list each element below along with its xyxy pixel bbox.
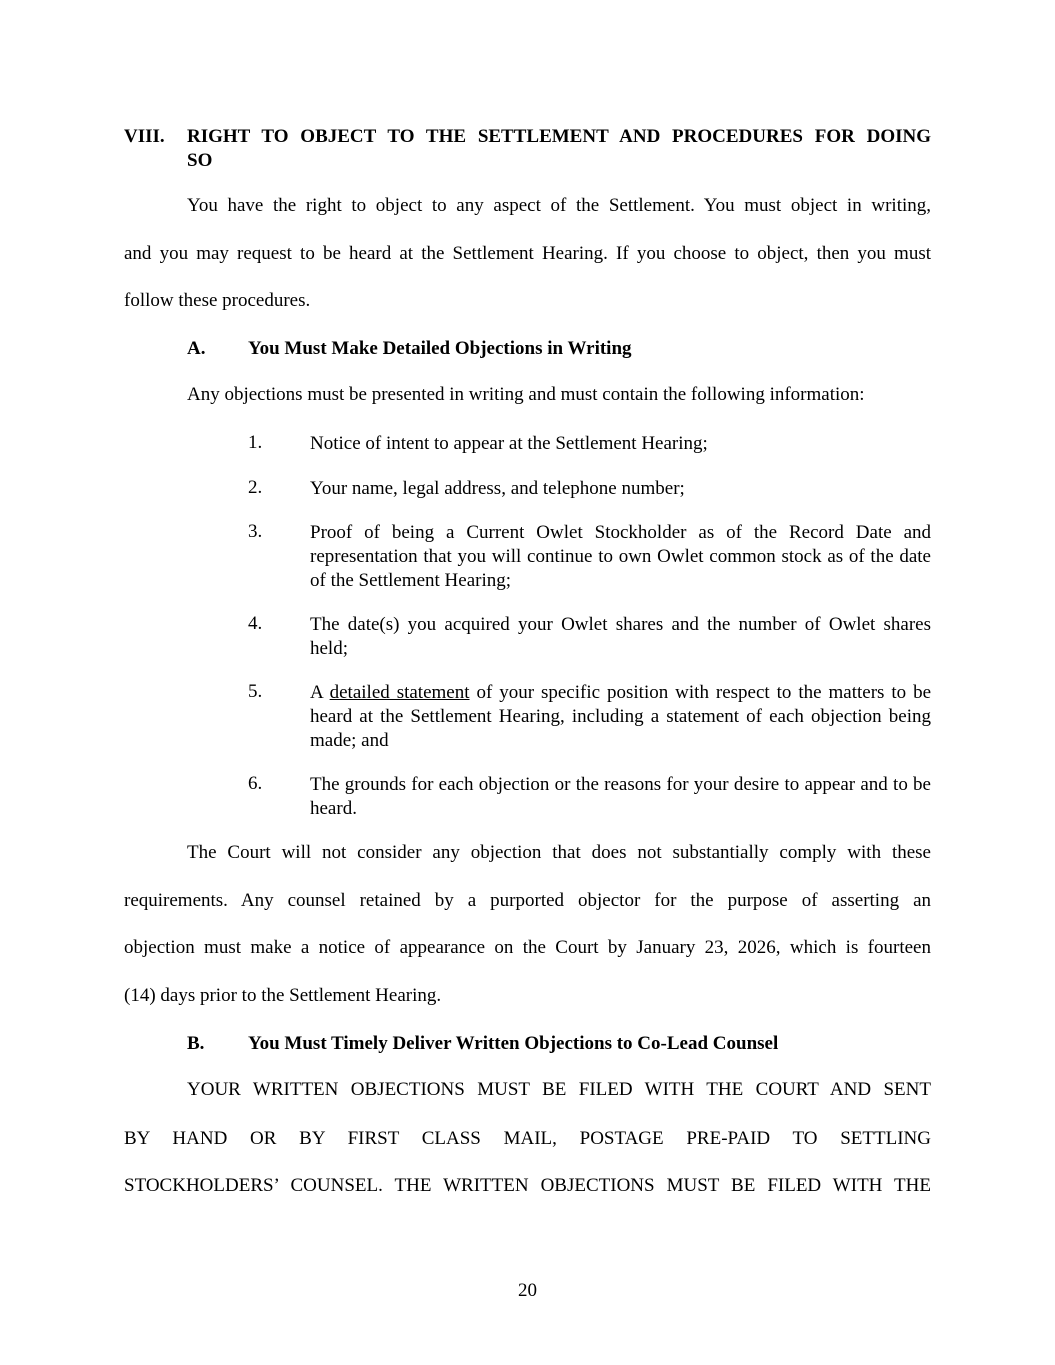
list-item-3-text: Proof of being a Current Owlet Stockholder as of the Record Date and representation that you will continue to own Owlet common stock as of the date of the Settlement Hearing; xyxy=(310,522,931,591)
list-item-5-number: 5. xyxy=(248,681,263,702)
subsection-b-title: You Must Timely Deliver Written Objections to Co-Lead Counsel xyxy=(248,1033,779,1054)
list-item-6-text: The grounds for each objection or the reasons for your desire to appear and to be heard. xyxy=(310,774,931,819)
list-item-6-number: 6. xyxy=(248,773,263,794)
court-line-4: (14) days prior to the Settlement Hearing. xyxy=(124,985,442,1006)
list-item-5-text-before: A xyxy=(310,682,330,703)
subsection-b-line-1: YOUR WRITTEN OBJECTIONS MUST BE FILED WITH THE COURT AND SENT xyxy=(187,1079,931,1100)
subsection-a-title: You Must Make Detailed Objections in Writing xyxy=(248,338,632,359)
subsection-b-line-3: STOCKHOLDERS’ COUNSEL. THE WRITTEN OBJECTIONS MUST BE FILED WITH THE xyxy=(124,1175,931,1196)
court-line-1: The Court will not consider any objection that does not substantially comply with these xyxy=(187,842,931,863)
intro-line-3: follow these procedures. xyxy=(124,290,311,311)
list-item-5-text-after: of your specific position with respect to the matters to be heard at the Settlement Hearing, including a statement of each objection being made; and xyxy=(310,682,931,751)
court-line-2: requirements. Any counsel retained by a purported objector for the purpose of asserting an xyxy=(124,890,931,911)
section-title-line2: SO xyxy=(187,150,213,171)
list-item-5-text xyxy=(310,681,931,753)
subsection-b-letter: B. xyxy=(187,1033,205,1054)
subsection-b-line-2: BY HAND OR BY FIRST CLASS MAIL, POSTAGE PRE-PAID TO SETTLING xyxy=(124,1128,931,1149)
page-number: 20 xyxy=(518,1280,537,1301)
section-title-line1: RIGHT TO OBJECT TO THE SETTLEMENT AND PROCEDURES FOR DOING xyxy=(187,126,931,147)
list-item-2-text: Your name, legal address, and telephone number; xyxy=(310,478,685,499)
list-item-4-text: The date(s) you acquired your Owlet shares and the number of Owlet shares held; xyxy=(310,614,931,659)
intro-line-2: and you may request to be heard at the Settlement Hearing. If you choose to object, then you must xyxy=(124,243,931,264)
subsection-a-letter: A. xyxy=(187,338,206,359)
court-line-3: objection must make a notice of appearance on the Court by January 23, 2026, which is fourteen xyxy=(124,937,931,958)
list-item-1-text: Notice of intent to appear at the Settlement Hearing; xyxy=(310,433,708,454)
list-item-1-number: 1. xyxy=(248,432,263,453)
subsection-a-lead: Any objections must be presented in writing and must contain the following information: xyxy=(187,384,865,405)
detailed-statement-underlined: detailed statement xyxy=(329,682,470,703)
list-item-4-number: 4. xyxy=(248,613,263,634)
list-item-3-number: 3. xyxy=(248,521,263,542)
section-number: VIII. xyxy=(124,126,165,147)
list-item-2-number: 2. xyxy=(248,477,263,498)
intro-line-1: You have the right to object to any aspect of the Settlement. You must object in writing, xyxy=(187,195,931,216)
